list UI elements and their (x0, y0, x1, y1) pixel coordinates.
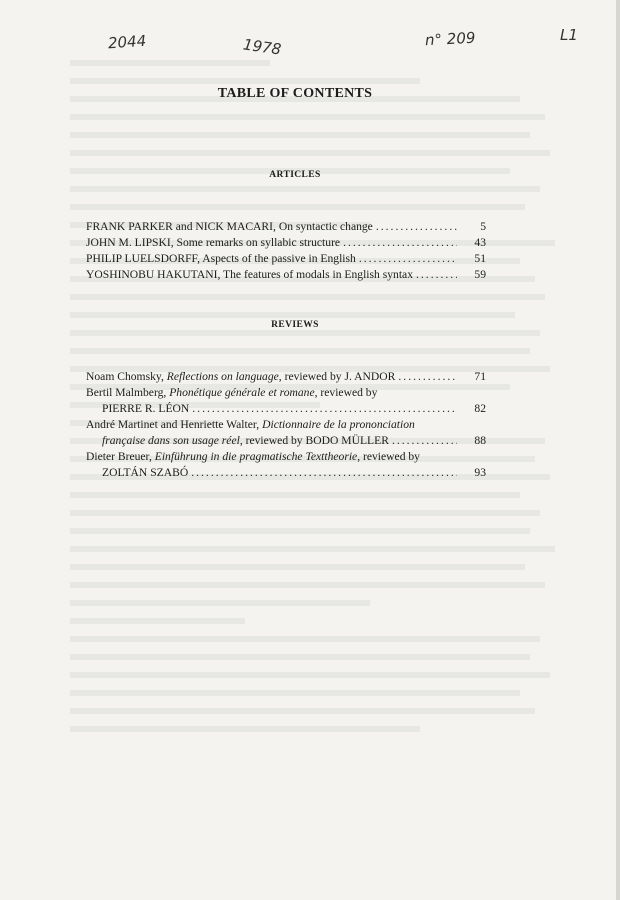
review-author: Noam Chomsky (86, 370, 161, 383)
page-edge (616, 0, 620, 900)
review-work-line2: française dans son usage réel (102, 434, 240, 447)
page-number: 43 (474, 236, 486, 249)
review-entry: André Martinet and Henriette Walter, Dictionnaire de la prononciation française dans son usage réel, reviewed by BODO MÜLLER ..... 88 (86, 417, 486, 449)
reviewed-by-label: reviewed by (363, 450, 420, 463)
review-author: Bertil Malmberg (86, 386, 164, 399)
leader-dots (398, 369, 457, 385)
page-number: 5 (480, 220, 486, 233)
review-entry: Bertil Malmberg, Phonétique générale et romane, reviewed by PIERRE R. LÉON ..... 82 (86, 385, 486, 417)
article-authors: PHILIP LUELSDORFF (86, 252, 198, 265)
article-authors: YOSHINOBU HAKUTANI (86, 268, 218, 281)
page-number: 93 (474, 466, 486, 479)
review-work: Reflections on language (166, 370, 279, 383)
reviewer: PIERRE R. LÉON (102, 402, 190, 415)
articles-heading: ARTICLES (269, 170, 321, 180)
review-entry: Dieter Breuer, Einführung in die pragmatische Texttheorie, reviewed by ZOLTÁN SZABÓ ..... 93 (86, 449, 486, 481)
reviewed-by-label: reviewed by (284, 370, 342, 383)
review-work: Phonétique générale et romane (169, 386, 315, 399)
leader-dots (392, 433, 457, 449)
reviewed-by-label: reviewed by (320, 386, 378, 399)
page-number: 88 (474, 434, 486, 447)
article-entry: JOHN M. LIPSKI, Some remarks on syllabic structure ..... 43 (86, 235, 486, 251)
handwritten-note-2: 1978 (241, 35, 283, 59)
leader-dots (416, 267, 457, 283)
handwritten-note-4: L1 (560, 26, 578, 44)
review-work-line1: Dictionnaire de la prononciation (262, 418, 415, 431)
leader-dots (343, 235, 457, 251)
article-title: The features of modals in English syntax (223, 268, 413, 281)
handwritten-note-3: n° 209 (424, 28, 476, 50)
article-entry: PHILIP LUELSDORFF, Aspects of the passive in English ..... 51 (86, 251, 486, 267)
reviewed-by-label: reviewed by (245, 434, 303, 447)
leader-dots (192, 401, 457, 417)
reviewer: ZOLTÁN SZABÓ (102, 466, 189, 479)
page-number: 51 (474, 252, 486, 265)
page-number: 59 (474, 268, 486, 281)
review-work: Einführung in die pragmatische Texttheorie (154, 450, 358, 463)
page-number: 71 (474, 370, 486, 383)
reviewer: BODO MÜLLER (305, 434, 389, 447)
article-title: On syntactic change (278, 220, 373, 233)
article-title: Aspects of the passive in English (202, 252, 356, 265)
article-title: Some remarks on syllabic structure (176, 236, 341, 249)
review-entry: Noam Chomsky, Reflections on language, reviewed by J. ANDOR ..... 71 (86, 369, 486, 385)
page-number: 82 (474, 402, 486, 415)
leader-dots (191, 465, 457, 481)
reviews-heading: REVIEWS (271, 320, 319, 330)
article-entry: FRANK PARKER and NICK MACARI, On syntactic change ..... 5 (86, 219, 486, 235)
handwritten-note-1: 2044 (107, 31, 147, 53)
review-author: André Martinet and Henriette Walter (86, 418, 257, 431)
page-title: TABLE OF CONTENTS (217, 86, 373, 101)
reviewer: J. ANDOR (344, 370, 396, 383)
reviews-list (86, 369, 486, 481)
article-entry: YOSHINOBU HAKUTANI, The features of modals in English syntax ..... 59 (86, 267, 486, 283)
article-authors: FRANK PARKER and NICK MACARI (86, 220, 274, 233)
review-author: Dieter Breuer (86, 450, 149, 463)
articles-list (86, 219, 486, 283)
article-authors: JOHN M. LIPSKI (86, 236, 171, 249)
leader-dots (359, 251, 457, 267)
leader-dots (376, 219, 457, 235)
